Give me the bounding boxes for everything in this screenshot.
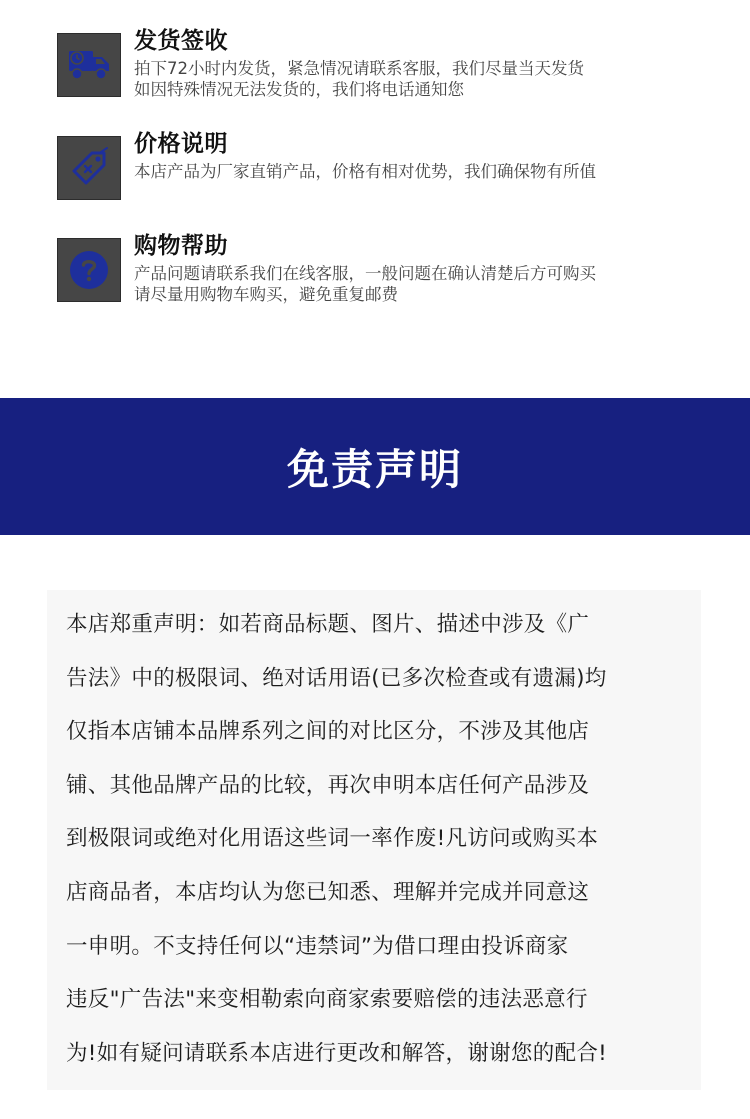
info-description [134, 58, 724, 100]
disclaimer-line: 仅指本店铺本品牌系列之间的对比区分，不涉及其他店 [66, 719, 590, 745]
info-title: 发货签收 [134, 28, 228, 54]
disclaimer-banner [0, 398, 750, 535]
info-description [134, 161, 724, 182]
info-desc-line: 本店产品为厂家直销产品，价格有相对优势，我们确保物有所值 [134, 162, 596, 181]
info-title: 购物帮助 [134, 233, 228, 259]
info-desc-line: 请尽量用购物车购买，避免重复邮费 [134, 285, 398, 304]
info-description [134, 263, 724, 305]
disclaimer-line: 店商品者，本店均认为您已知悉、理解并完成并同意这 [66, 879, 590, 905]
disclaimer-line: 铺、其他品牌产品的比较，再次申明本店任何产品涉及 [66, 772, 590, 798]
question-help-icon [57, 238, 121, 302]
delivery-truck-icon [57, 33, 121, 97]
disclaimer-line: 告法》中的极限词、绝对话用语(已多次检查或有遗漏)均 [66, 665, 607, 691]
info-desc-line: 拍下72小时内发货，紧急情况请联系客服，我们尽量当天发货 [134, 59, 584, 78]
disclaimer-text [66, 598, 696, 1080]
disclaimer-box [47, 590, 701, 1090]
disclaimer-line: 一申明。不支持任何以“违禁词”为借口理由投诉商家 [66, 933, 569, 959]
disclaimer-line: 违反"广告法"来变相勒索向商家索要赔偿的违法恶意行 [66, 987, 588, 1013]
banner-title: 免责声明 [286, 444, 463, 494]
disclaimer-line: 为!如有疑问请联系本店进行更改和解答，谢谢您的配合! [66, 1040, 608, 1066]
disclaimer-line: 本店郑重声明：如若商品标题、图片、描述中涉及《广 [66, 612, 590, 637]
info-desc-line: 产品问题请联系我们在线客服，一般问题在确认清楚后方可购买 [134, 264, 596, 283]
info-title: 价格说明 [134, 131, 228, 157]
disclaimer-line: 到极限词或绝对化用语这些词一率作废!凡访问或购买本 [66, 826, 599, 852]
info-desc-line: 如因特殊情况无法发货的，我们将电话通知您 [134, 80, 464, 99]
price-tag-icon [57, 136, 121, 200]
